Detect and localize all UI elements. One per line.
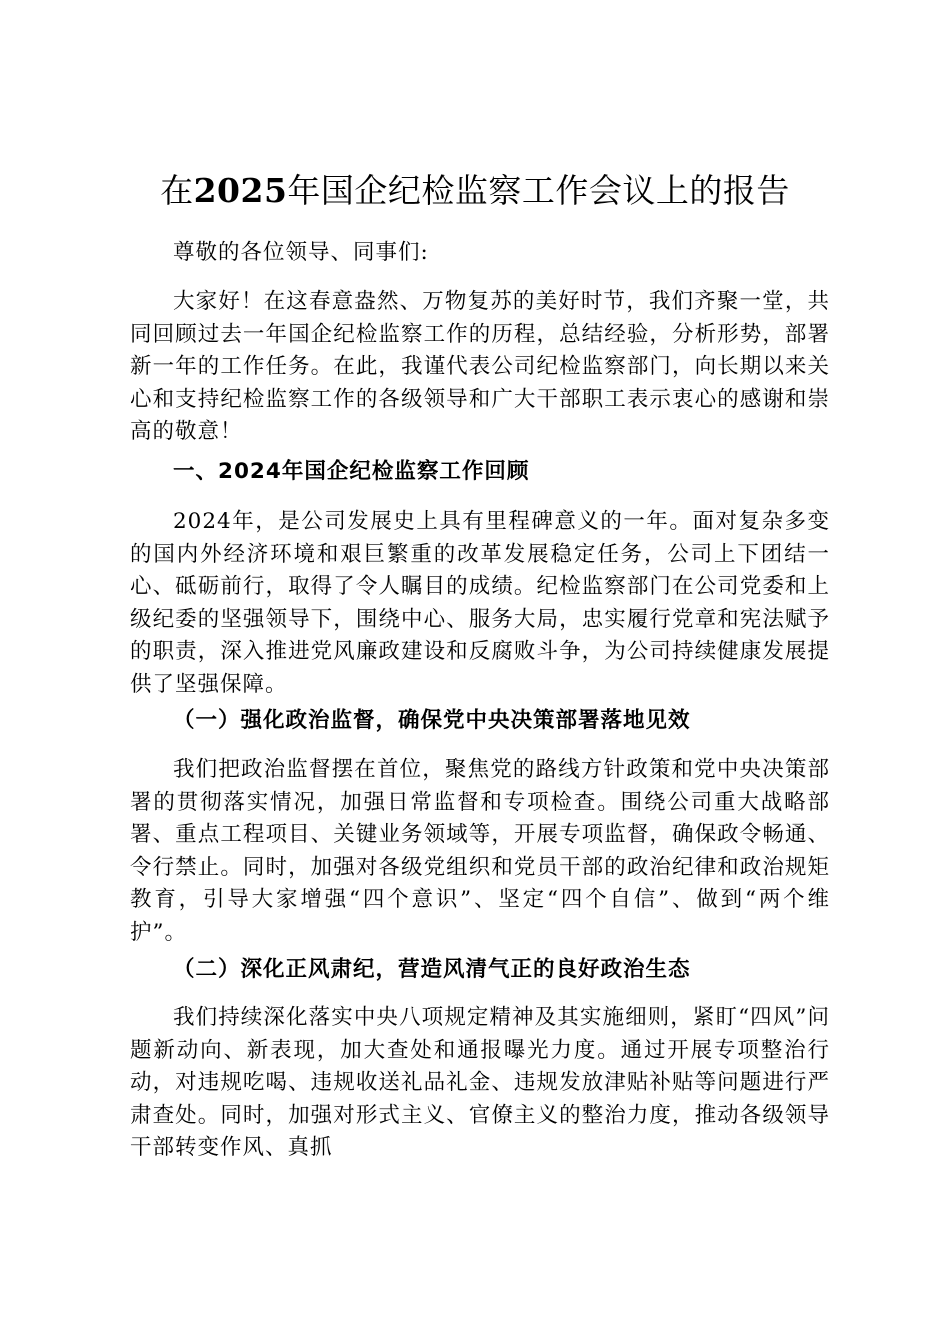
salutation: 尊敬的各位领导、同事们:: [173, 240, 429, 265]
title-suffix: 年国企纪检监察工作会议上的报告: [287, 171, 790, 210]
review-paragraph: 2024年，是公司发展史上具有里程碑意义的一年。面对复杂多变的国内外经济环境和艰巨繁重的改革发展稳定任务，公司上下团结一心、砥砺前行，取得了令人瞩目的成绩。纪检监察部门在公司党委和上级纪委的坚强领导下，围绕中心、服务大局，忠实履行党章和宪法赋予的职责，深入推进党风廉政建设和反腐败斗争，为公司持续健康发展提供了坚强保障。: [130, 509, 830, 697]
opening-paragraph: 大家好！在这春意盎然、万物复苏的美好时节，我们齐聚一堂，共同回顾过去一年国企纪检监察工作的历程，总结经验，分析形势，部署新一年的工作任务。在此，我谨代表公司纪检监察部门，向长期以来关心和支持纪检监察工作的各级领导和广大干部职工表示衷心的感谢和崇高的敬意！: [130, 289, 830, 444]
title-year: 2025: [193, 171, 288, 210]
subsection-heading-political-supervision: （一）强化政治监督，确保党中央决策部署落地见效: [173, 708, 691, 733]
political-supervision-paragraph: 我们把政治监督摆在首位，聚焦党的路线方针政策和党中央决策部署的贯彻落实情况，加强日常监督和专项检查。围绕公司重大战略部署、重点工程项目、关键业务领域等，开展专项监督，确保政令畅通、令行禁止。同时，加强对各级党组织和党员干部的政治纪律和政治规矩教育，引导大家增强“四个意识”、坚定“四个自信”、做到“两个维护”。: [130, 757, 830, 945]
document-title: [100, 168, 850, 214]
discipline-paragraph: 我们持续深化落实中央八项规定精神及其实施细则，紧盯“四风”问题新动向、新表现，加大查处和通报曝光力度。通过开展专项整治行动，对违规吃喝、违规收送礼品礼金、违规发放津贴补贴等问题进行严肃查处。同时，加强对形式主义、官僚主义的整治力度，推动各级领导干部转变作风、真抓: [130, 1005, 830, 1160]
section-heading-review: 一、2024年国企纪检监察工作回顾: [173, 459, 530, 484]
subsection-heading-discipline: （二）深化正风肃纪，营造风清气正的良好政治生态: [173, 957, 691, 982]
title-prefix: 在: [160, 171, 194, 210]
